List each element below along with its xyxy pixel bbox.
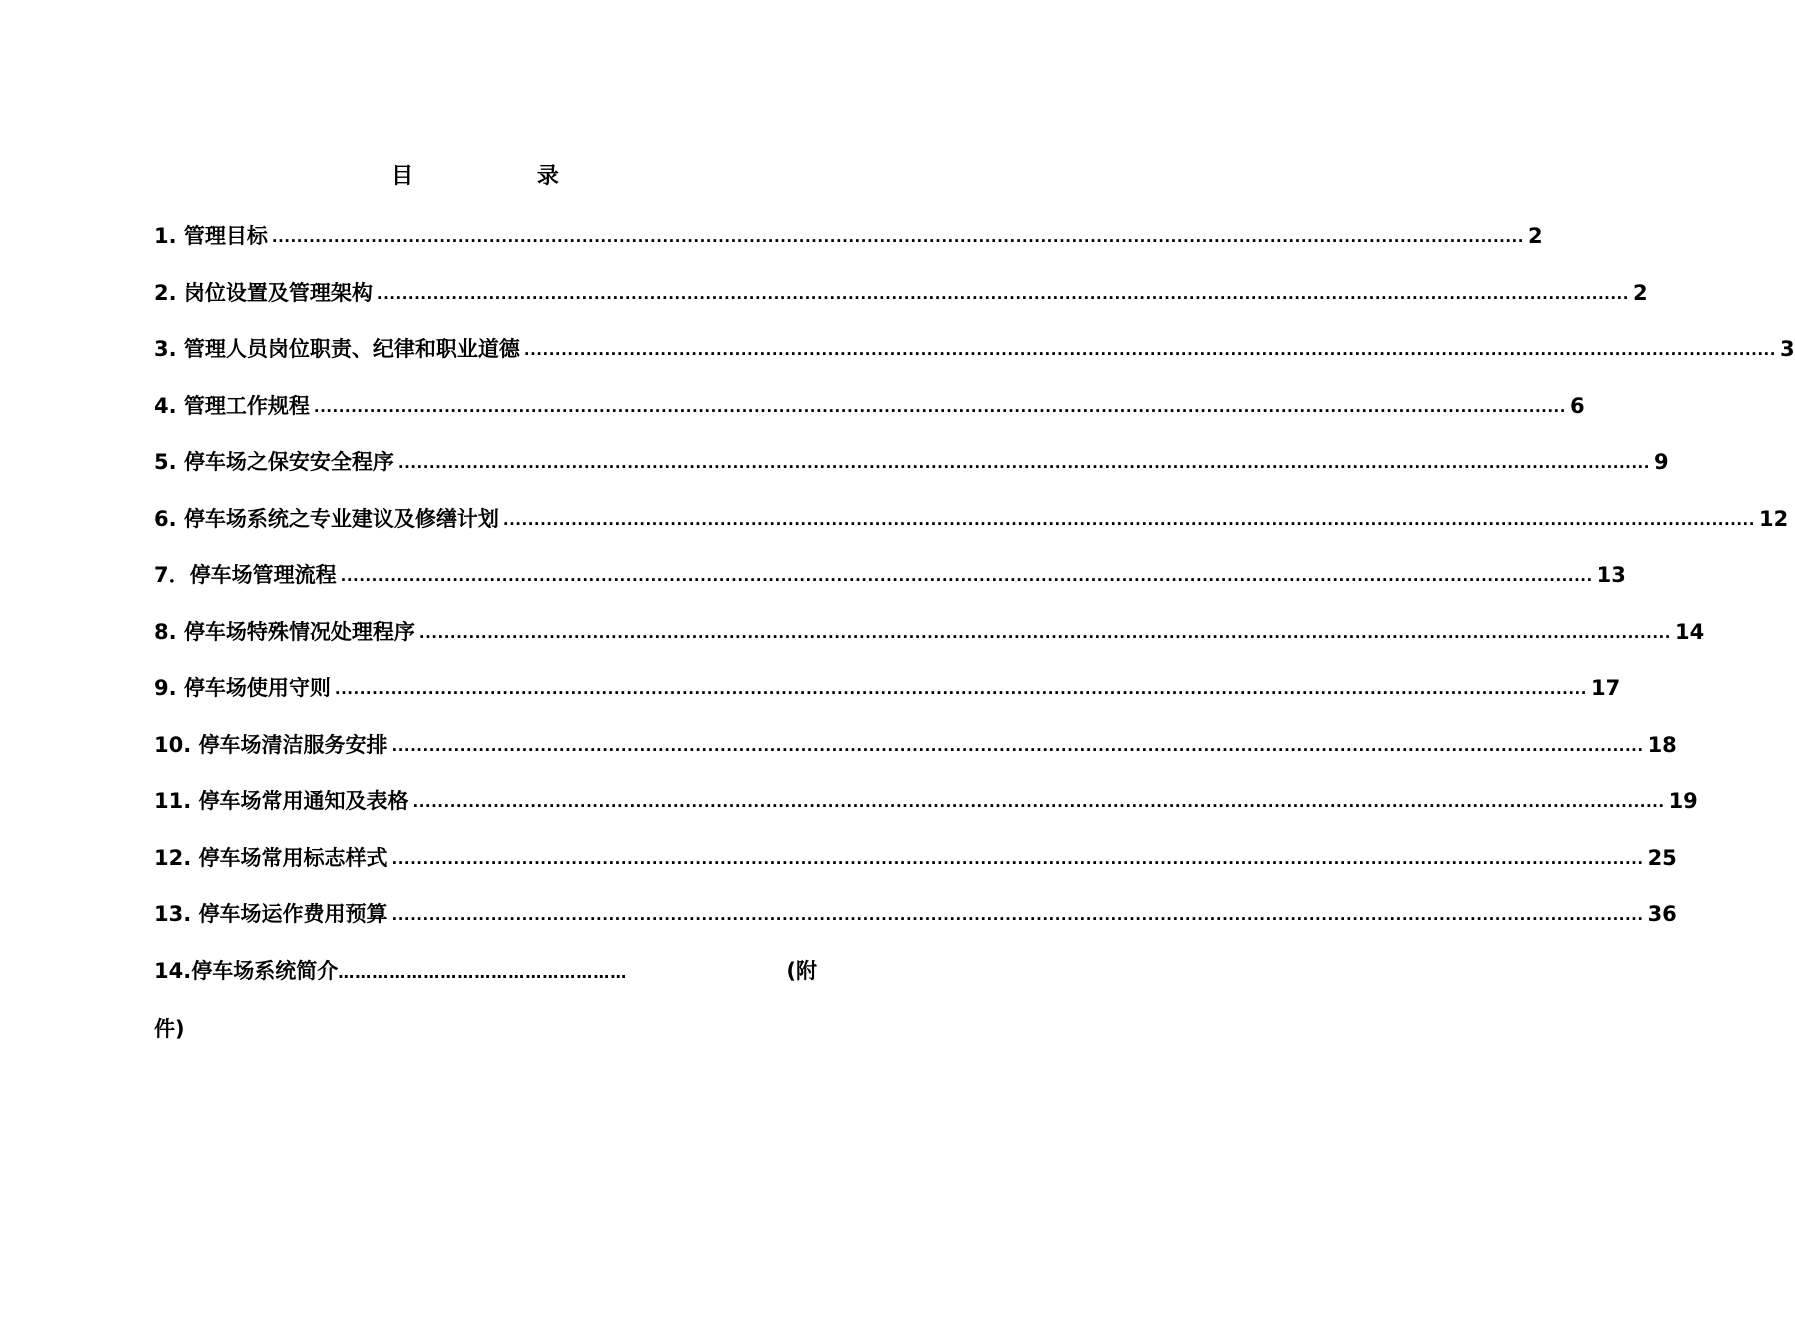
toc-leader-dots: …………………………………………… xyxy=(338,962,628,982)
toc-entry-label: 10. 停车场清洁服务安排 xyxy=(154,732,388,757)
toc-entry[interactable] xyxy=(154,390,1585,447)
toc-entry-page: 9 xyxy=(1653,450,1669,474)
toc-entry[interactable] xyxy=(154,559,1626,616)
toc-entry-page: 17 xyxy=(1590,676,1621,700)
toc-entry[interactable] xyxy=(154,672,1621,729)
toc-leader-dots: .......................................................................................................................................................................................................... xyxy=(391,849,1644,868)
toc-entry[interactable] xyxy=(154,333,1795,390)
toc-entry-page: 2 xyxy=(1632,280,1648,305)
toc-leader-dots: .......................................................................................................................................................................................................... xyxy=(376,284,1629,303)
toc-entry-label: 14.停车场系统简介 xyxy=(154,958,339,983)
toc-entry[interactable] xyxy=(154,277,1648,334)
toc-leader-dots: .......................................................................................................................................................................................................... xyxy=(523,341,1776,359)
toc-title: 目 录 xyxy=(391,164,617,189)
toc-entry[interactable] xyxy=(154,898,1677,955)
toc-entry[interactable] xyxy=(154,729,1677,786)
toc-entry-page: (附 xyxy=(786,958,817,983)
toc-entry-page: 18 xyxy=(1647,732,1677,757)
toc-entry-last[interactable] xyxy=(154,955,817,989)
toc-leader-dots: .......................................................................................................................................................................................................... xyxy=(271,228,1524,246)
toc-entry-label: 2. 岗位设置及管理架构 xyxy=(154,280,373,305)
toc-entry-page: 3 xyxy=(1779,337,1795,361)
toc-entry-page: 12 xyxy=(1758,506,1789,531)
toc-entry-label: 4. 管理工作规程 xyxy=(154,393,310,418)
toc-entry-label: 1. 管理目标 xyxy=(154,224,268,248)
toc-entry-page: 14 xyxy=(1674,619,1705,644)
toc-entry-wrap-text: 件) xyxy=(154,1016,185,1041)
toc-entry-page: 2 xyxy=(1527,224,1543,248)
toc-entry-label: 6. 停车场系统之专业建议及修缮计划 xyxy=(154,506,499,531)
toc-entry[interactable] xyxy=(154,503,1789,560)
toc-leader-dots: .......................................................................................................................................................................................................... xyxy=(334,680,1587,698)
toc-entry-label: 3. 管理人员岗位职责、纪律和职业道德 xyxy=(154,337,520,361)
toc-leader-dots: .......................................................................................................................................................................................................... xyxy=(397,454,1650,472)
toc-entry-label: 5. 停车场之保安安全程序 xyxy=(154,450,394,474)
toc-leader-dots: .......................................................................................................................................................................................................... xyxy=(502,510,1755,529)
toc-leader-dots: .......................................................................................................................................................................................................... xyxy=(418,623,1671,642)
toc-entry-page: 25 xyxy=(1647,845,1677,870)
toc-list xyxy=(154,220,1795,1045)
toc-entry-label: 7．停车场管理流程 xyxy=(154,563,337,587)
toc-entry-label: 13. 停车场运作费用预算 xyxy=(154,902,388,926)
toc-leader-dots: .......................................................................................................................................................................................................... xyxy=(391,736,1644,755)
toc-leader-dots: .......................................................................................................................................................................................................... xyxy=(340,567,1593,585)
toc-entry-page: 6 xyxy=(1569,393,1585,418)
toc-entry[interactable] xyxy=(154,220,1543,277)
toc-leader-dots: .......................................................................................................................................................................................................... xyxy=(391,906,1644,924)
toc-entry-page: 19 xyxy=(1668,789,1698,813)
toc-entry-label: 8. 停车场特殊情况处理程序 xyxy=(154,619,415,644)
toc-leader-dots: .......................................................................................................................................................................................................... xyxy=(412,793,1665,811)
toc-entry[interactable] xyxy=(154,446,1669,503)
toc-entry-label: 12. 停车场常用标志样式 xyxy=(154,845,388,870)
toc-entry[interactable] xyxy=(154,785,1698,842)
toc-entry-label: 11. 停车场常用通知及表格 xyxy=(154,789,409,813)
toc-entry-label: 9. 停车场使用守则 xyxy=(154,676,331,700)
toc-entry-page: 13 xyxy=(1596,563,1626,587)
toc-leader-dots: .......................................................................................................................................................................................................... xyxy=(313,397,1566,416)
toc-entry[interactable] xyxy=(154,842,1677,899)
toc-entry[interactable] xyxy=(154,616,1705,673)
toc-entry-page: 36 xyxy=(1647,902,1677,926)
